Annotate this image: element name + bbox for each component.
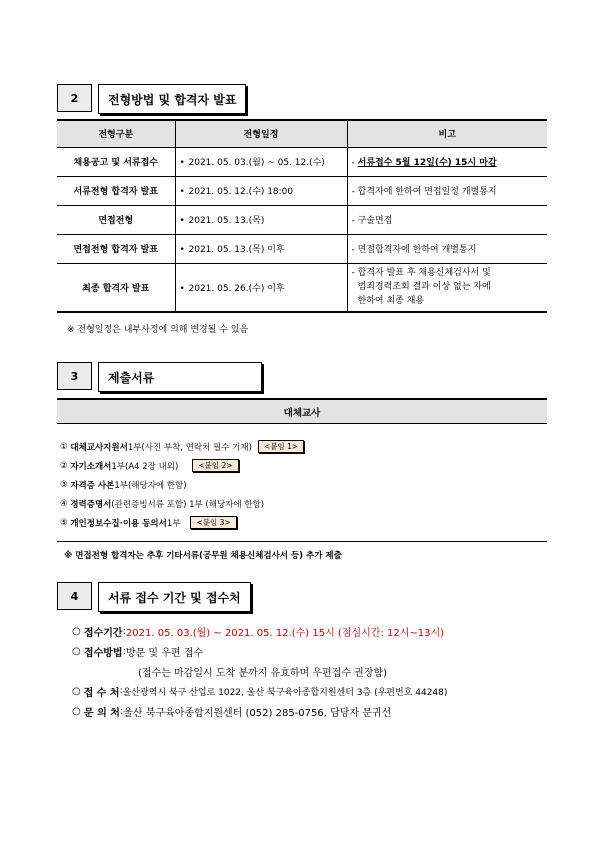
remark-cell: - 합격자에 한하여 면접일정 개별통지 [347,176,547,205]
info-row: ○ 접수기간 : 2021. 05. 03.(월) ~ 2021. 05. 12.(수) 15시 (점심시간: 12시~13시) [72,625,445,639]
remark-cell: - 합격자 발표 후 채용신체검사서 및 범죄경력조회 결과 이상 없는 자에 한하여 최종 채용 [347,263,547,312]
section-3-header [57,362,262,392]
column-header: 전형일정 [175,120,347,147]
submission-info [72,621,447,721]
section-title: 제출서류 [98,362,262,392]
info-row: ○ 접수방법 : 방문 및 우편 접수 [72,645,204,659]
remark-cell: - 서류접수 5월 12일(수) 15시 마감 [347,147,547,176]
stage-cell: 최종 합격자 발표 [57,263,175,312]
stage-cell: 서류전형 합격자 발표 [57,176,175,205]
list-item: ⑤ 개인정보수집·이용 동의서 1부 <붙임 3> [60,513,304,532]
table-row [57,234,547,263]
date-cell: • 2021. 05. 13.(목) 이후 [175,234,347,263]
date-cell: • 2021. 05. 12.(수) 18:00 [175,176,347,205]
stage-cell: 면접전형 합격자 발표 [57,234,175,263]
section-title: 전형방법 및 합격자 발표 [98,84,246,114]
table-row [57,263,547,312]
list-item: ④ 경력증명서 (관련증빙서류 포함) 1부 (해당자에 한함) [60,498,265,510]
attachment-tag: <붙임 3> [190,516,236,529]
info-row: ○ 문 의 처 : 울산 북구육아종합지원센터 (052) 285-0756, 담당자 문귀선 [72,705,392,719]
stage-cell: 면접전형 [57,205,175,234]
list-item: ③ 자격증 사본 1부(해당자에 한함) [60,479,187,491]
section-title: 서류 접수 기간 및 접수처 [98,582,251,612]
schedule-note: ※ 전형일정은 내부사정에 의해 변경될 수 있음 [67,325,249,335]
date-cell: • 2021. 05. 26.(수) 이후 [175,263,347,312]
attachment-tag: <붙임 2> [192,459,238,472]
date-cell: • 2021. 05. 03.(월) ~ 05. 12.(수) [175,147,347,176]
documents-note: ※ 면접전형 합격자는 추후 기타서류(공무원 채용신체검사서 등) 추가 제출 [64,551,342,561]
table-row [57,176,547,205]
date-cell: • 2021. 05. 13.(목) [175,205,347,234]
column-header: 비고 [347,120,547,147]
list-item: ② 자기소개서 1부(A4 2장 내외) <붙임 2> [60,456,304,475]
schedule-table [57,119,547,313]
table-header-row [57,120,547,147]
stage-cell: 채용공고 및 서류접수 [57,147,175,176]
table-row [57,205,547,234]
documents-list [60,437,304,532]
section-number: 3 [57,362,92,390]
documents-header: 대체교사 [57,398,547,424]
section-number: 2 [57,84,92,112]
column-header: 전형구분 [57,120,175,147]
info-row: (접수는 마감일시 도착 분까지 유효하며 우편접수 권장함) [138,667,388,679]
section-number: 4 [57,582,92,610]
divider [57,541,547,542]
remark-cell: - 면접합격자에 한하여 개별통지 [347,234,547,263]
info-row: ○ 접 수 처 : 울산광역시 북구 산업로 1022, 울산 북구육아종합지원센터 3층 (우편번호 44248) [72,685,448,699]
remark-cell: - 구술면접 [347,205,547,234]
section-2-header [57,84,246,114]
table-row [57,147,547,176]
attachment-tag: <붙임 1> [258,440,304,453]
list-item: ① 대체교사지원서 1부(사진 부착, 연락처 필수 기재) <붙임 1> [60,437,304,456]
section-4-header [57,582,251,612]
